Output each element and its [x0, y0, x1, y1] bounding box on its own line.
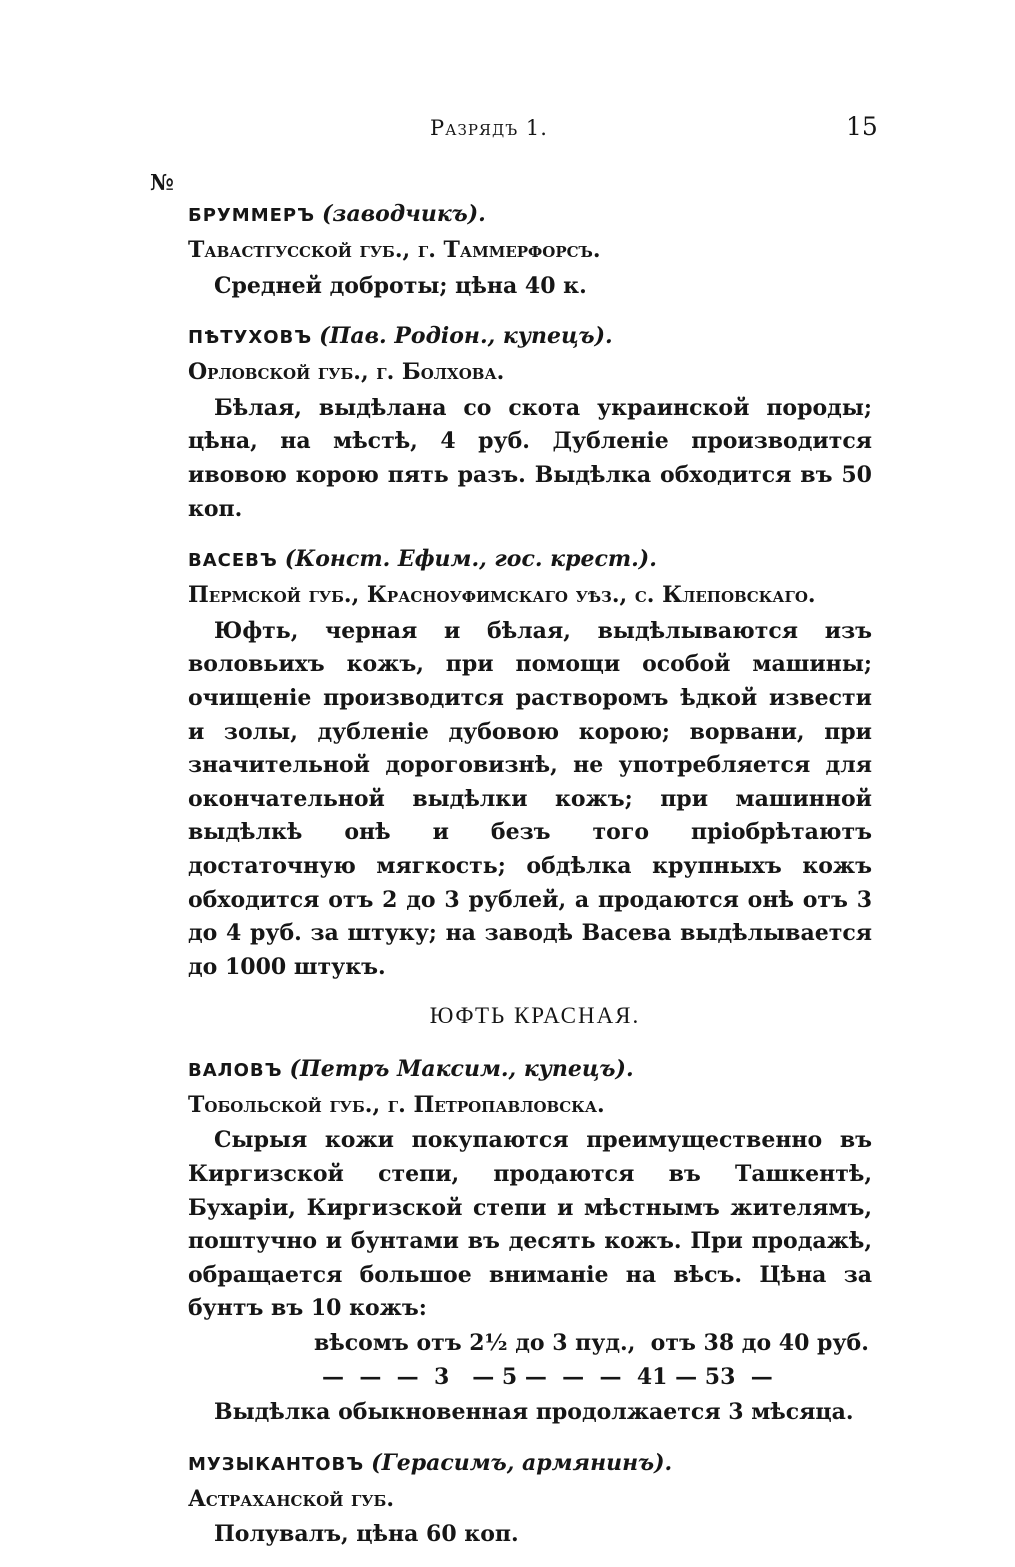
entry-location: Орловской губ., г. Болхова.	[188, 359, 505, 386]
entry-location: Астраханской губ.	[188, 1485, 395, 1512]
entry-heading	[188, 1445, 872, 1483]
entry-name: БРУММЕРЪ	[188, 205, 316, 226]
entry-name: ВАСЕВЪ	[188, 550, 278, 572]
section-title: ЮФТЬ КРАСНАЯ.	[429, 1003, 641, 1029]
entry-name: ПѢТУХОВЪ	[188, 327, 313, 349]
entry-text: Средней доброты; цѣна 40 к.	[214, 272, 587, 299]
entry-location: Тобольской губ., г. Петропавловска.	[188, 1091, 605, 1118]
entry-text: Бѣлая, выдѣлана со скота украинской породы; цѣна, на мѣстѣ, 4 руб. Дубленіе производится ивовою корою пять разъ. Выдѣлка обходится въ 50 коп.	[188, 394, 872, 522]
entry-heading	[188, 541, 872, 579]
page-header	[0, 112, 1015, 146]
entry-location: Тавастгусской губ., г. Таммерфорсъ.	[188, 237, 601, 263]
entry-text: Сырыя кожи покупаются преимущественно въ Киргизской степи, продаются въ Ташкентѣ, Бухаріи, Киргизской степи и мѣстнымъ жителямъ, поштучно и бунтами въ десять кожъ. При продажѣ, обращается большое вниманіе на вѣсъ. Цѣна за бунтъ въ 10 кожъ:	[188, 1127, 872, 1322]
entry-heading	[188, 196, 872, 234]
entry-text-after: Выдѣлка обыкновенная продолжается 3 мѣсяца.	[214, 1399, 854, 1426]
number-sign: №	[150, 170, 174, 196]
entry-description: (Пав. Родіон., купецъ).	[319, 323, 613, 350]
entry-name: МУЗЫКАНТОВЪ	[188, 1453, 365, 1475]
entry-text: Юфть, черная и бѣлая, выдѣлываются изъ воловьихъ кожъ, при помощи особой машины; очищеніе производится растворомъ ѣдкой извести и золы, дубленіе дубовою корою; ворвани, при значительной дороговизнѣ, не употребляется для окончательной выдѣлки кожъ; при машинной выдѣлкѣ онѣ и безъ того пріобрѣтаютъ достаточную мягкость; обдѣлка крупныхъ кожъ обходится отъ 2 до 3 рублей, а продаются онѣ отъ 3 до 4 руб. за штуку; на заводѣ Васева выдѣлывается до 1000 штукъ.	[188, 617, 872, 980]
price-row-2: — — — 3 — 5 — — — 41 — 53 —	[322, 1364, 773, 1391]
entry-description: (Герасимъ, армянинъ).	[371, 1449, 673, 1476]
entry-name: ВАЛОВЪ	[188, 1059, 283, 1081]
entry-brummer	[188, 196, 872, 303]
price-row-1: вѣсомъ отъ 2½ до 3 пуд., отъ 38 до 40 руб.	[314, 1330, 869, 1357]
entry-description: (заводчикъ).	[322, 201, 486, 227]
entry-text: Полувалъ, цѣна 60 коп.	[214, 1521, 519, 1548]
entry-description: (Петръ Максим., купецъ).	[289, 1055, 634, 1082]
running-head: Разрядъ 1.	[430, 116, 548, 140]
entry-description: (Конст. Ефим., гос. крест.).	[284, 546, 657, 573]
entry-valov	[188, 1051, 872, 1430]
entry-location: Пермской губ., Красноуфимскаго уѣз., с. Клеповскаго.	[188, 582, 816, 609]
entry-heading	[188, 1051, 872, 1089]
entry-vasev	[188, 541, 872, 984]
entry-petukhov	[188, 318, 872, 526]
entry-muzykantov	[188, 1445, 872, 1552]
page-body	[188, 196, 872, 1567]
entry-heading	[188, 318, 872, 356]
page-number: 15	[846, 112, 878, 141]
